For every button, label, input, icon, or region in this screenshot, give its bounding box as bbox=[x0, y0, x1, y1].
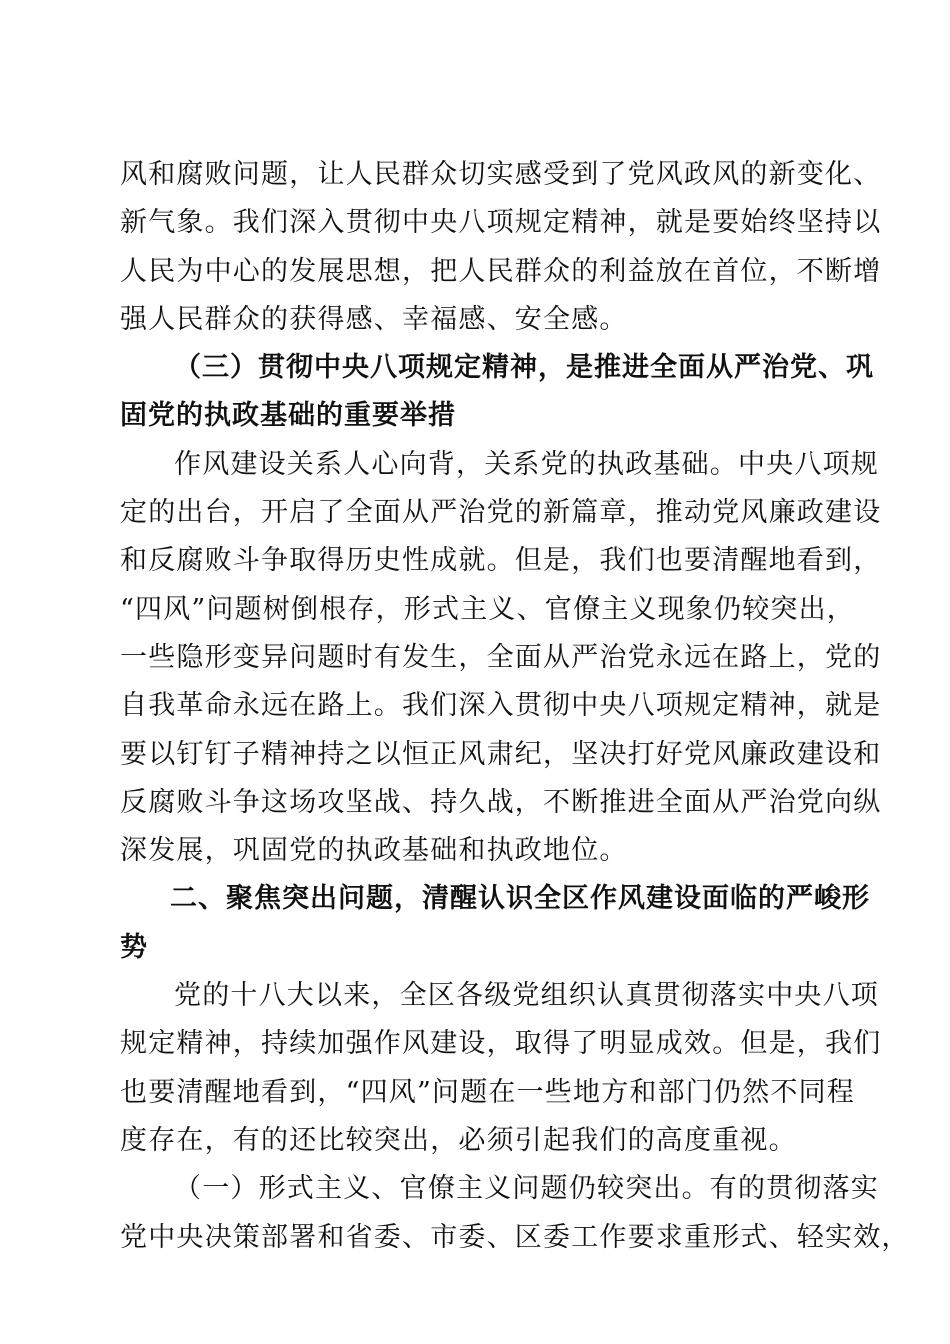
paragraph bbox=[120, 441, 882, 876]
text-line: 作风建设关系人心向背，关系党的执政基础。中央八项规 bbox=[174, 448, 879, 480]
text-line: 反腐败斗争这场攻坚战、持久战，不断推进全面从严治党向纵 bbox=[120, 786, 882, 818]
paragraph bbox=[120, 972, 882, 1165]
heading-line: （三）贯彻中央八项规定精神，是推进全面从严治党、巩 bbox=[174, 352, 874, 384]
text-line: 也要清醒地看到，“四风”问题在一些地方和部门仍然不同程 bbox=[120, 1076, 856, 1108]
section-heading bbox=[120, 344, 874, 441]
text-line: 和反腐败斗争取得历史性成就。但是，我们也要清醒地看到， bbox=[120, 545, 882, 577]
text-line: 党中央决策部署和省委、市委、区委工作要求重形式、轻实效， bbox=[120, 1221, 910, 1253]
text-line: “四风”问题树倒根存，形式主义、官僚主义现象仍较突出， bbox=[120, 593, 856, 625]
heading-line: 二、聚焦突出问题，清醒认识全区作风建设面临的严峻形 bbox=[170, 883, 870, 915]
text-line: 定的出台，开启了全面从严治党的新篇章，推动党风廉政建设 bbox=[120, 497, 882, 529]
text-line: 要以钉钉子精神持之以恒正风肃纪，坚决打好党风廉政建设和 bbox=[120, 738, 882, 770]
heading-line: 固党的执政基础的重要举措 bbox=[120, 400, 456, 432]
text-line: 人民为中心的发展思想，把人民群众的利益放在首位，不断增 bbox=[120, 255, 882, 287]
text-line: 风和腐败问题，让人民群众切实感受到了党风政风的新变化、 bbox=[120, 159, 882, 190]
text-line: 度存在，有的还比较突出，必须引起我们的高度重视。 bbox=[120, 1124, 797, 1156]
paragraph bbox=[120, 1165, 910, 1262]
document-page bbox=[120, 151, 910, 1262]
text-line: 强人民群众的获得感、幸福感、安全感。 bbox=[120, 303, 628, 335]
text-line: 党的十八大以来，全区各级党组织认真贯彻落实中央八项 bbox=[174, 980, 879, 1012]
paragraph bbox=[120, 151, 882, 344]
text-line: 自我革命永远在路上。我们深入贯彻中央八项规定精神，就是 bbox=[120, 690, 882, 722]
text-line: 深发展，巩固党的执政基础和执政地位。 bbox=[120, 835, 628, 867]
text-line: 规定精神，持续加强作风建设，取得了明显成效。但是，我们 bbox=[120, 1028, 882, 1060]
text-line: 新气象。我们深入贯彻中央八项规定精神，就是要始终坚持以 bbox=[120, 207, 882, 239]
text-line: （一）形式主义、官僚主义问题仍较突出。有的贯彻落实 bbox=[174, 1173, 879, 1205]
text-line: 一些隐形变异问题时有发生，全面从严治党永远在路上，党的 bbox=[120, 641, 882, 673]
chapter-heading bbox=[120, 875, 870, 972]
heading-line: 势 bbox=[120, 931, 148, 963]
